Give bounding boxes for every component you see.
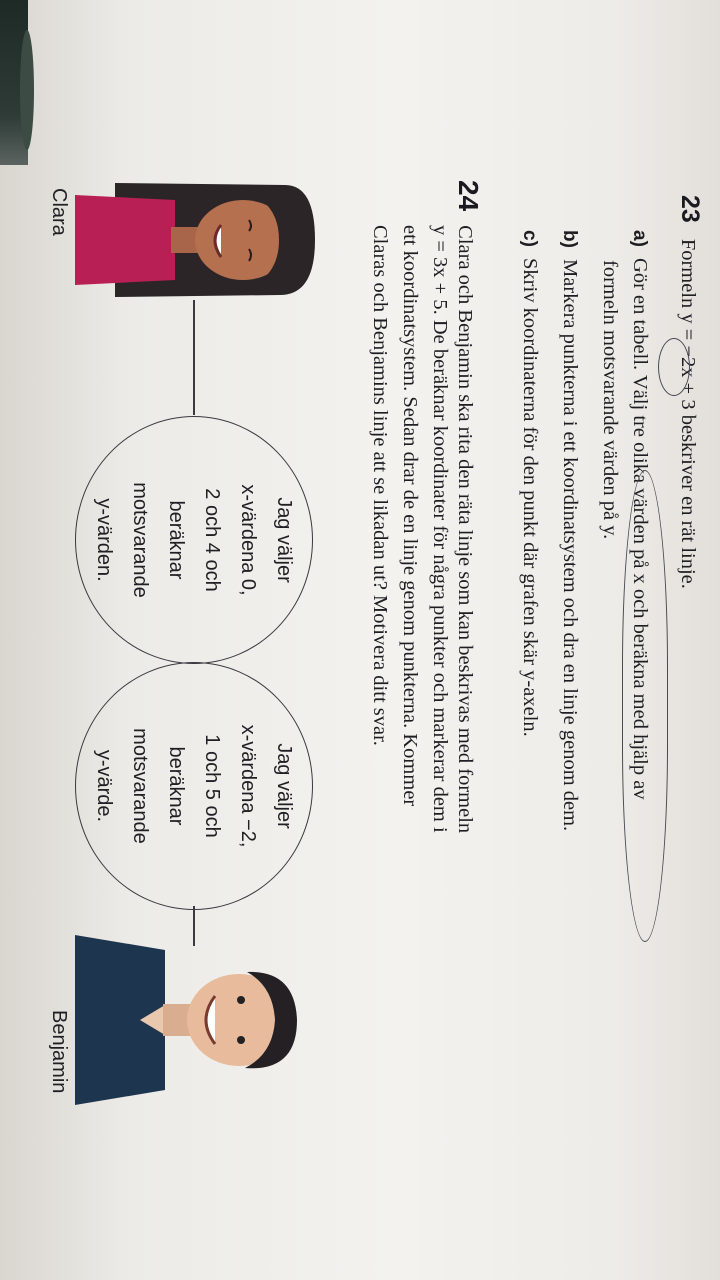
- problem-24-line4: Claras och Benjamins linje att se likadan ut? Motivera ditt svar.: [369, 225, 391, 746]
- clara-speech-bubble: [75, 416, 313, 664]
- pencil-circle-mark: [658, 338, 690, 396]
- problem-23-number: 23: [676, 195, 704, 223]
- clara-speech-text: Jag väljer x-värdena 0, 2 och 4 och beräknar motsvarande y-värden.: [93, 482, 295, 598]
- clara-name: Clara: [48, 188, 70, 236]
- problem-24-line1: Clara och Benjamin ska rita den räta linje som kan beskrivas med formeln: [454, 225, 476, 834]
- problem-24-line3: ett koordinatsystem. Sedan drar de en linje genom punkterna. Kommer: [399, 225, 421, 807]
- problem-23c: [515, 230, 544, 737]
- benjamin-speech-bubble: [75, 662, 313, 910]
- problem-23b-text: Markera punkterna i ett koordinatsystem och dra en linje genom dem.: [559, 259, 581, 832]
- problem-23a-cont: [595, 260, 624, 539]
- label-a: a): [629, 230, 650, 247]
- problem-23-stem: Formeln y = −2x + 3 beskriver en rät linje.: [677, 238, 699, 589]
- speech-connector-clara: [194, 300, 196, 415]
- label-c: c): [519, 230, 540, 247]
- problem-24-number: 24: [453, 180, 484, 212]
- problem-23a-line2: formeln motsvarande värden på y.: [599, 260, 621, 540]
- clara-illustration: [75, 165, 325, 315]
- benjamin-speech-text: Jag väljer x-värdena −2, 1 och 5 och beräknar motsvarande y-värde.: [93, 724, 295, 848]
- label-b: b): [559, 230, 580, 248]
- problem-24-line2: y = 3x + 5. De beräknar koordinater för några punkter och markerar dem i: [429, 225, 451, 833]
- problem-24: [450, 180, 484, 833]
- benjamin-name: Benjamin: [48, 1010, 70, 1094]
- problem-23c-text: Skriv koordinaterna för den punkt där grafen skär y-axeln.: [519, 258, 541, 737]
- benjamin-illustration: [75, 930, 325, 1110]
- problem-23b: [555, 230, 584, 831]
- pencil-underline-mark: [622, 470, 668, 942]
- problem-23a-line1: Gör en tabell. Välj tre olika värden på x och beräkna med hjälp av: [629, 258, 651, 800]
